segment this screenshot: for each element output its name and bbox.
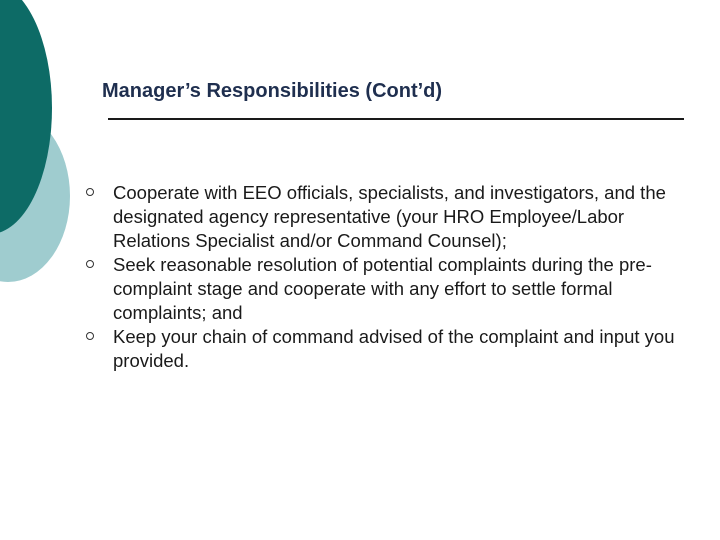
bullet-item-1 bbox=[86, 181, 686, 253]
title-underline bbox=[108, 118, 684, 120]
bullet-list bbox=[86, 181, 686, 373]
bullet-item-2 bbox=[86, 253, 686, 325]
slide-title: Manager’s Responsibilities (Cont’d) bbox=[102, 80, 443, 102]
bullet-text: Seek reasonable resolution of potential complaints during the pre-complaint stage and cooperate with any effort to settle formal complaints; and bbox=[113, 254, 652, 323]
bullet-item-3 bbox=[86, 325, 686, 373]
bullet-text: Cooperate with EEO officials, specialists, and investigators, and the designated agency representative (your HRO Employee/Labor Relations Specialist and/or Command Counsel); bbox=[113, 182, 666, 251]
bullet-circle-icon bbox=[86, 260, 94, 268]
bullet-circle-icon bbox=[86, 332, 94, 340]
bullet-circle-icon bbox=[86, 188, 94, 196]
bullet-text: Keep your chain of command advised of the complaint and input you provided. bbox=[113, 326, 675, 371]
